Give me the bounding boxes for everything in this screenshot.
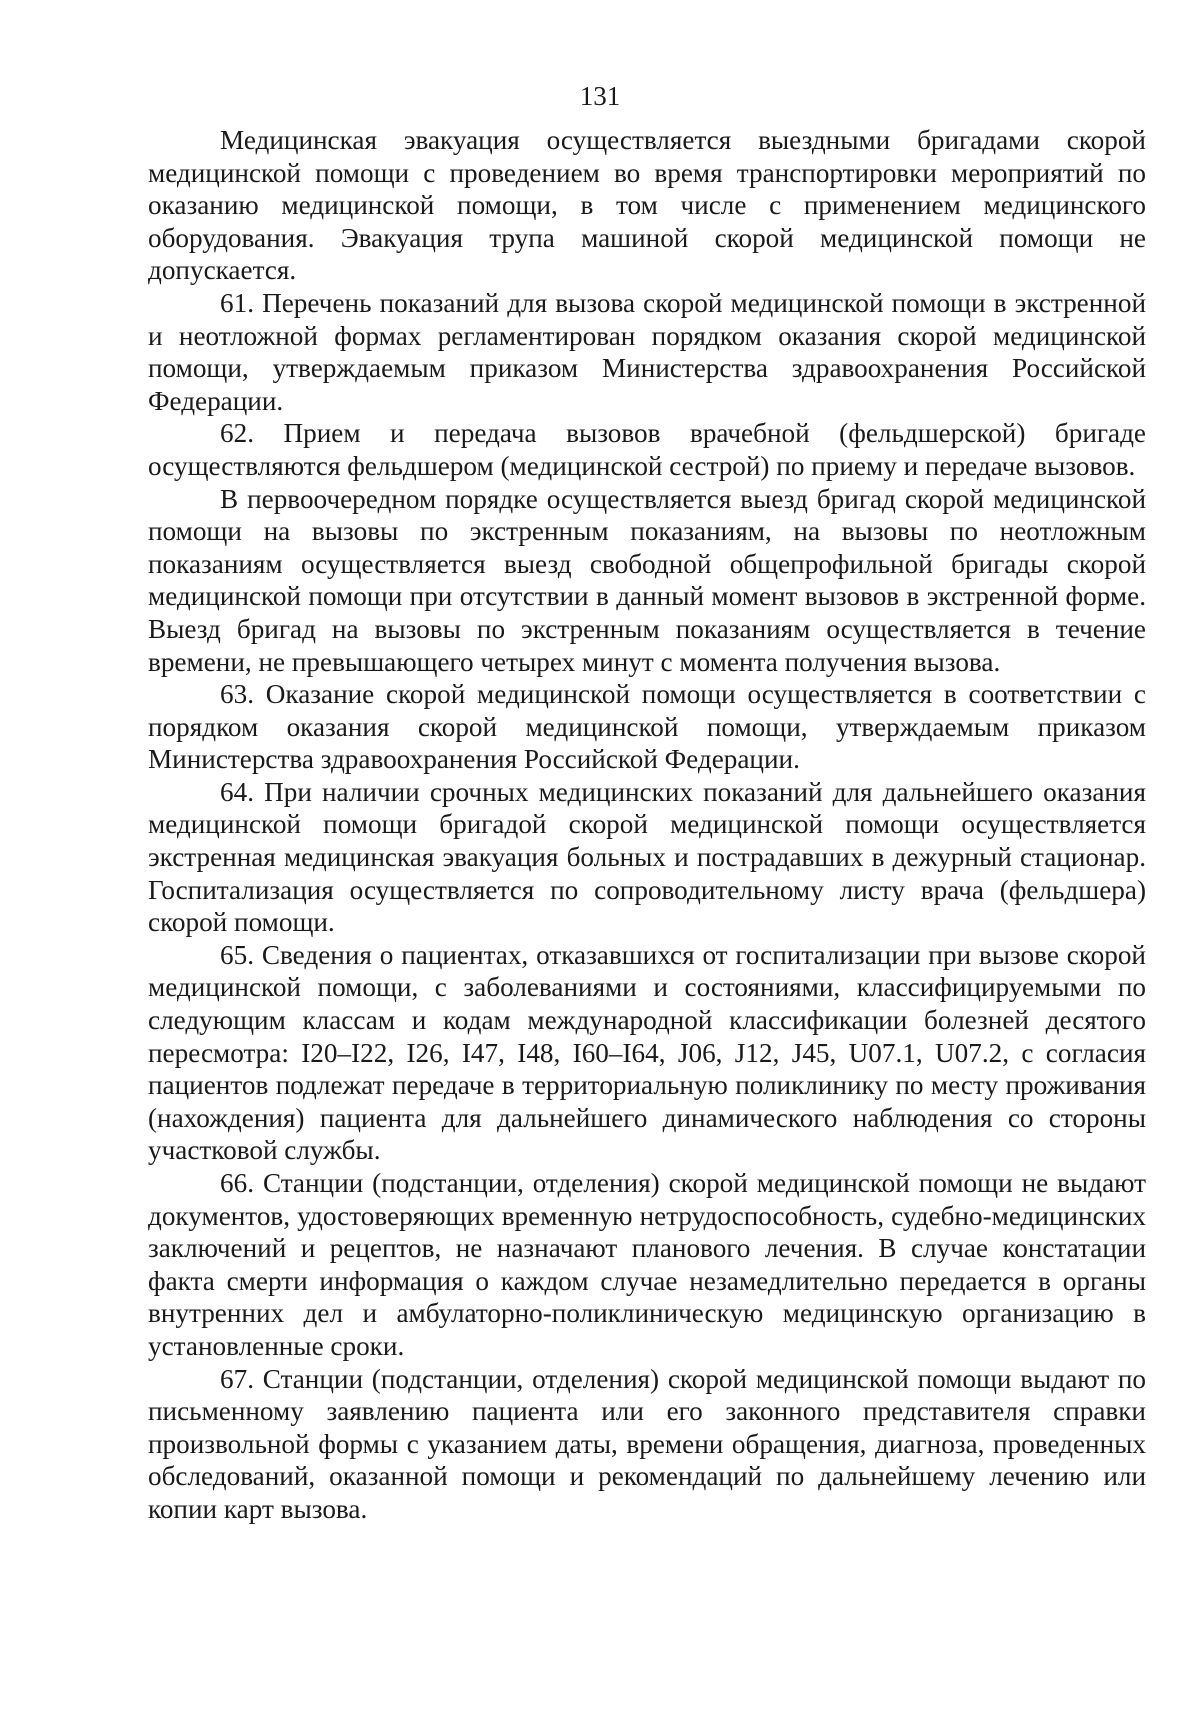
paragraph-priority-departure: В первоочередном порядке осуществляется выезд бригад скорой медицинской помощи на вызовы по экстренным показаниям, на вызовы по неотложным показаниям осуществляется выезд свободной общепрофильной бригады скорой медицинской помощи при отсутствии в данный момент вызовов в экстренной форме. Выезд бригад на вызовы по экстренным показаниям осуществляется в течение времени, не превышающего четырех минут с момента получения вызова. (148, 483, 1146, 677)
paragraph-67: 67. Станции (подстанции, отделения) скорой медицинской помощи выдают по письменному заявлению пациента или его законного представителя справки произвольной формы с указанием даты, времени обращения, диагноза, проведенных обследований, оказанной помощи и рекомендаций по дальнейшему лечению или копии карт вызова. (148, 1363, 1146, 1524)
paragraph-63: 63. Оказание скорой медицинской помощи осуществляется в соответствии с порядком оказания скорой медицинской помощи, утверждаемым приказом Министерства здравоохранения Российской Федерации. (148, 679, 1146, 775)
paragraph-64: 64. При наличии срочных медицинских показаний для дальнейшего оказания медицинской помощи бригадой скорой медицинской помощи осуществляется экстренная медицинская эвакуация больных и пострадавших в дежурный стационар. Госпитализация осуществляется по сопроводительному листу врача (фельдшера) скорой помощи. (148, 776, 1146, 938)
paragraph-66: 66. Станции (подстанции, отделения) скорой медицинской помощи не выдают документов, удостоверяющих временную нетрудоспособность, судебно-медицинских заключений и рецептов, не назначают планового лечения. В случае констатации факта смерти информация о каждом случае незамедлительно передается в органы внутренних дел и амбулаторно-поликлиническую медицинскую организацию в установленные сроки. (148, 1168, 1146, 1361)
document-body (148, 124, 1146, 1526)
paragraph-61: 61. Перечень показаний для вызова скорой медицинской помощи в экстренной и неотложной формах регламентирован порядком оказания скорой медицинской помощи, утверждаемым приказом Министерства здравоохранения Российской Федерации. (148, 287, 1146, 416)
paragraph-65: 65. Сведения о пациентах, отказавшихся от госпитализации при вызове скорой медицинской помощи, с заболеваниями и состояниями, классифицируемыми по следующим классам и кодам международной классификации болезней десятого пересмотра: I20–I22, I26, I47, I48, I60–I64, J06, J12, J45, U07.1, U07.2, с согласия пациентов подлежат передаче в территориальную поликлинику по месту проживания (нахождения) пациента для дальнейшего динамического наблюдения со стороны участковой службы. (148, 939, 1146, 1166)
paragraph-evacuation: Медицинская эвакуация осуществляется выездными бригадами скорой медицинской помощи с проведением во время транспортировки мероприятий по оказанию медицинской помощи, в том числе с применением медицинского оборудования. Эвакуация трупа машиной скорой медицинской помощи не допускается. (148, 125, 1146, 286)
paragraph-62: 62. Прием и передача вызовов врачебной (фельдшерской) бригаде осуществляются фельдшером (медицинской сестрой) по приему и передаче вызовов. (148, 418, 1146, 481)
page-number: 131 (579, 81, 621, 111)
